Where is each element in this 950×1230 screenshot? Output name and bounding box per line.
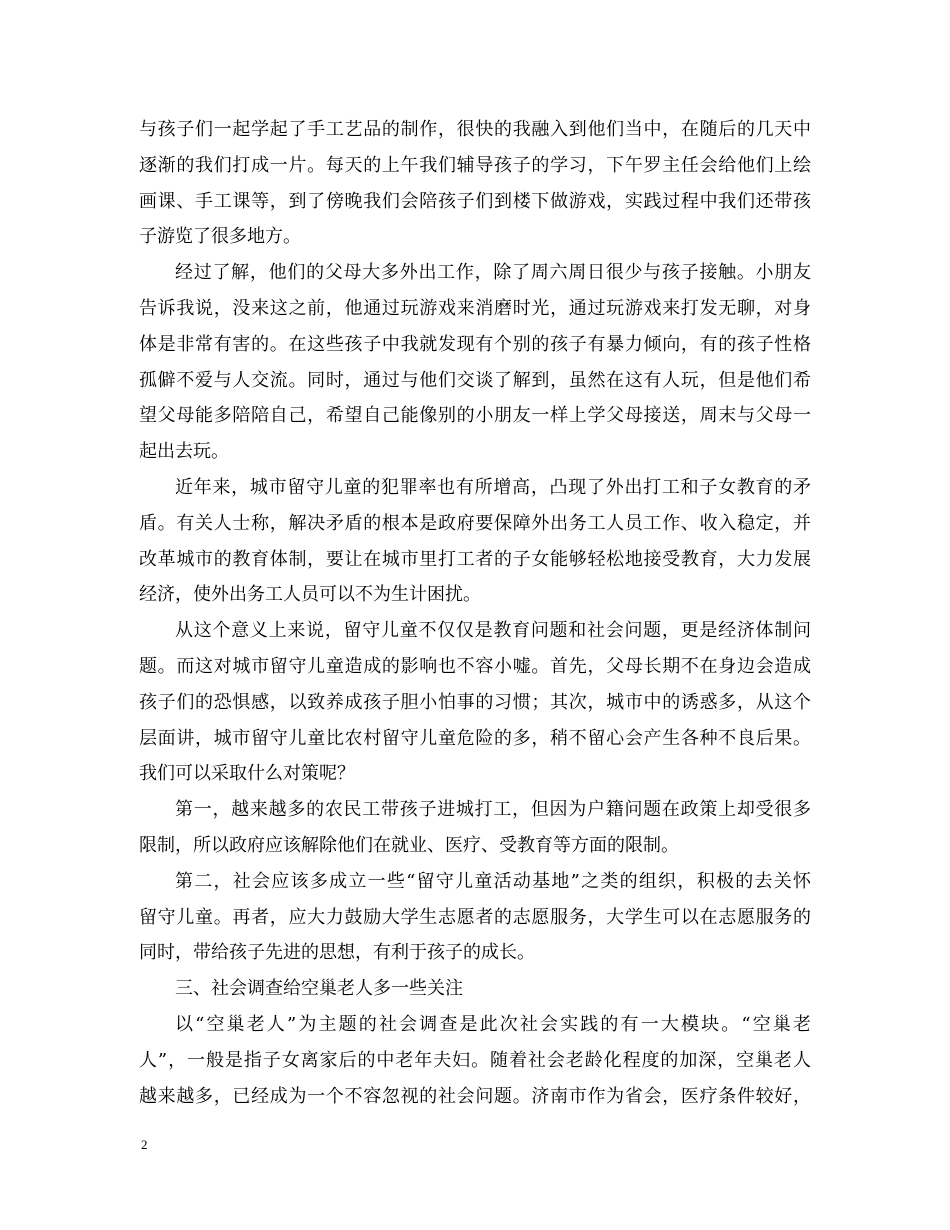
- text-line: 同时，带给孩子先进的思想，有利于孩子的成长。: [139, 942, 535, 964]
- text-line: 望父母能多陪陪自己，希望自己能像别的小朋友一样上学父母接送，周末与父母一: [139, 405, 811, 427]
- text-line: 与孩子们一起学起了手工艺品的制作，很快的我融入到他们当中，在随后的几天中: [139, 119, 811, 140]
- body-text: [139, 112, 811, 1114]
- text-line: 第一，越来越多的农民工带孩子进城打工，但因为户籍问题在政策上却受很多: [175, 799, 811, 821]
- text-line: 层面讲，城市留守儿童比农村留守儿童危险的多，稍不留心会产生各种不良后果。: [139, 727, 811, 749]
- text-line: 盾。有关人士称，解决矛盾的根本是政府要保障外出务工人员工作、收入稳定，并: [139, 512, 811, 534]
- text-line: 以“空巢老人”为主题的社会调查是此次社会实践的有一大模块。“空巢老: [175, 1013, 811, 1035]
- text-line: 人”，一般是指子女离家后的中老年夫妇。随着社会老龄化程度的加深，空巢老人: [139, 1049, 811, 1071]
- text-line: 从这个意义上来说，留守儿童不仅仅是教育问题和社会问题，更是经济体制问: [175, 620, 811, 642]
- text-line: 体是非常有害的。在这些孩子中我就发现有个别的孩子有暴力倾向，有的孩子性格: [139, 333, 811, 355]
- section-heading: 三、社会调查给空巢老人多一些关注: [175, 978, 463, 1000]
- text-line: 改革城市的教育体制，要让在城市里打工者的子女能够轻松地接受教育，大力发展: [139, 548, 811, 570]
- text-line: 题。而这对城市留守儿童造成的影响也不容小嘘。首先，父母长期不在身边会造成: [139, 655, 811, 677]
- text-line: 逐渐的我们打成一片。每天的上午我们辅导孩子的学习，下午罗主任会给他们上绘: [139, 154, 811, 176]
- text-line: 我们可以采取什么对策呢？: [139, 763, 355, 785]
- text-line: 子游览了很多地方。: [139, 226, 301, 248]
- text-line: 越来越多，已经成为一个不容忽视的社会问题。济南市作为省会，医疗条件较好，: [139, 1085, 811, 1107]
- text-line: 限制，所以政府应该解除他们在就业、医疗、受教育等方面的限制。: [139, 834, 679, 856]
- text-line: 画课、手工课等，到了傍晚我们会陪孩子们到楼下做游戏，实践过程中我们还带孩: [139, 190, 811, 212]
- text-line: 留守儿童。再者，应大力鼓励大学生志愿者的志愿服务，大学生可以在志愿服务的: [139, 906, 811, 928]
- text-line: 第二，社会应该多成立一些“留守儿童活动基地”之类的组织，积极的去关怀: [175, 870, 811, 892]
- text-line: 孤僻不爱与人交流。同时，通过与他们交谈了解到，虽然在这有人玩，但是他们希: [139, 369, 811, 391]
- text-line: 近年来，城市留守儿童的犯罪率也有所增高，凸现了外出打工和子女教育的矛: [175, 476, 811, 498]
- text-line: 经过了解，他们的父母大多外出工作，除了周六周日很少与孩子接触。小朋友: [175, 262, 811, 284]
- text-line: 经济，使外出务工人员可以不为生计困扰。: [139, 584, 481, 606]
- text-line: 告诉我说，没来这之前，他通过玩游戏来消磨时光，通过玩游戏来打发无聊，对身: [139, 297, 811, 319]
- page-number: 2: [141, 1137, 148, 1152]
- text-line: 起出去玩。: [139, 441, 229, 463]
- text-line: 孩子们的恐惧感，以致养成孩子胆小怕事的习惯；其次，城市中的诱惑多，从这个: [139, 691, 811, 713]
